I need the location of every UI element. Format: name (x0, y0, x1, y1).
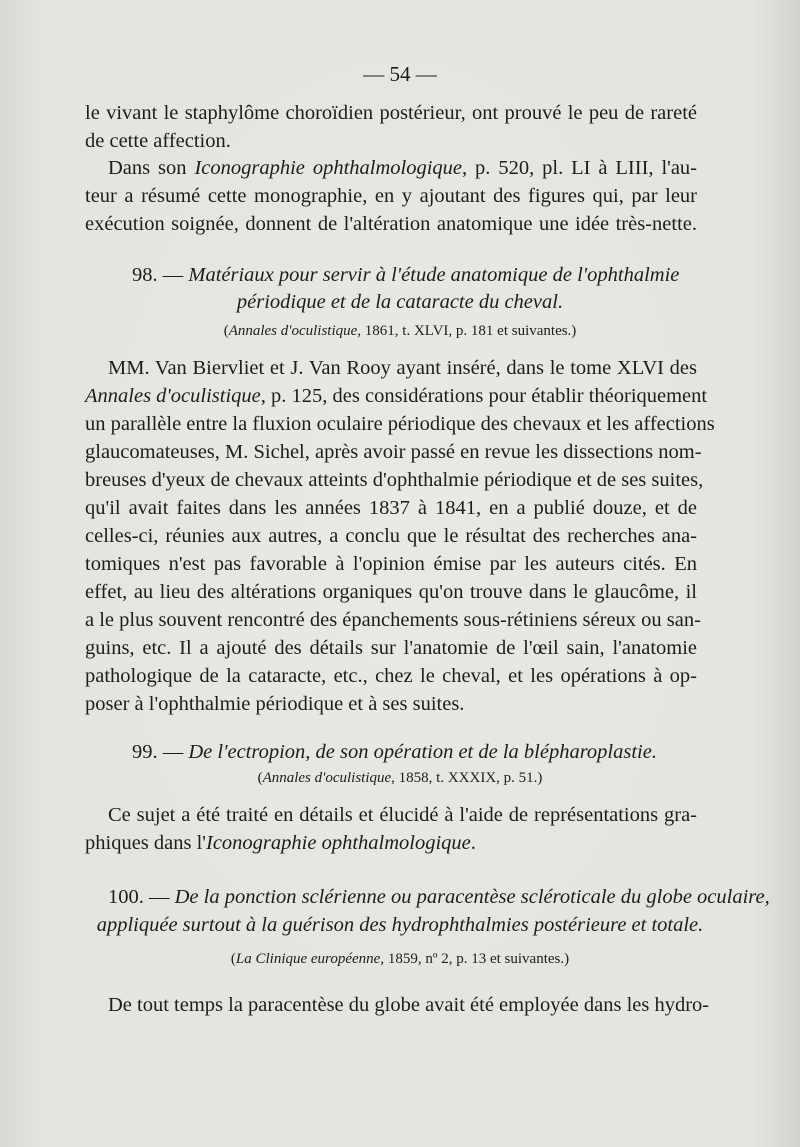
entry-98-line-9: effet, au lieu des altérations organiques qu'on trouve dans le glaucôme, il (85, 581, 697, 603)
entry-98-citation: (Annales d'oculistique, 1861, t. XLVI, p. 181 et suivantes.) (223, 323, 577, 339)
entry-98-line-8: tomiques n'est pas favorable à l'opinion émise par les auteurs cités. En (85, 553, 697, 575)
entry-99-line-1: Ce sujet a été traité en détails et élucidé à l'aide de représentations gra- (108, 804, 697, 826)
intro-line-1: le vivant le staphylôme choroïdien postérieur, ont prouvé le peu de rareté (85, 102, 697, 124)
entry-100-heading-line-2: appliquée surtout à la guérison des hydrophthalmies postérieure et totale. (96, 914, 704, 936)
entry-98-line-5: breuses d'yeux de chevaux atteints d'ophthalmie périodique et de ses suites, (85, 469, 704, 491)
entry-98-line-10: a le plus souvent rencontré des épanchements sous-rétiniens séreux ou san- (85, 609, 701, 631)
entry-98-heading-line-2: périodique et de la cataracte du cheval. (236, 291, 564, 313)
entry-98-line-12: pathologique de la cataracte, etc., chez le cheval, et les opérations à op- (85, 665, 697, 687)
intro-line-2: de cette affection. (85, 130, 231, 152)
entry-99-heading: 99. — De l'ectropion, de son opération et de la blépharoplastie. (132, 741, 657, 763)
entry-100-citation: (La Clinique européenne, 1859, nº 2, p. 13 et suivantes.) (230, 951, 570, 967)
page-number: — 54 — (363, 62, 437, 86)
entry-99-citation: (Annales d'oculistique, 1858, t. XXXIX, p. 51.) (257, 770, 543, 786)
intro-p2-line-3: exécution soignée, donnent de l'altération anatomique une idée très-nette. (85, 213, 697, 235)
entry-98-line-1: MM. Van Biervliet et J. Van Rooy ayant inséré, dans le tome XLVI des (108, 357, 697, 379)
entry-99-line-2: phiques dans l'Iconographie ophthalmologique. (85, 832, 476, 854)
entry-98-line-7: celles-ci, réunies aux autres, a conclu que le résultat des recherches ana- (85, 525, 697, 547)
intro-p2-line-2: teur a résumé cette monographie, en y ajoutant des figures qui, par leur (85, 185, 697, 207)
entry-100-heading: 100. — De la ponction sclérienne ou paracentèse scléroticale du globe oculaire, (108, 886, 770, 908)
entry-98-line-4: glaucomateuses, M. Sichel, après avoir passé en revue les dissections nom- (85, 441, 702, 463)
entry-98-line-3: un parallèle entre la fluxion oculaire périodique des chevaux et les affections (85, 413, 715, 435)
entry-98-heading: 98. — Matériaux pour servir à l'étude anatomique de l'ophthalmie (132, 264, 680, 286)
intro-p2-line-1: Dans son Iconographie ophthalmologique, p. 520, pl. LI à LIII, l'au- (108, 157, 698, 179)
entry-100-line-1: De tout temps la paracentèse du globe avait été employée dans les hydro- (108, 994, 710, 1016)
entry-98-line-13: poser à l'ophthalmie périodique et à ses suites. (85, 693, 465, 715)
entry-98-line-11: guins, etc. Il a ajouté des détails sur l'anatomie de l'œil sain, l'anatomie (85, 637, 697, 659)
entry-98-line-2: Annales d'oculistique, p. 125, des considérations pour établir théoriquement (85, 385, 708, 407)
entry-98-line-6: qu'il avait faites dans les années 1837 à 1841, en a publié douze, et de (85, 497, 697, 519)
